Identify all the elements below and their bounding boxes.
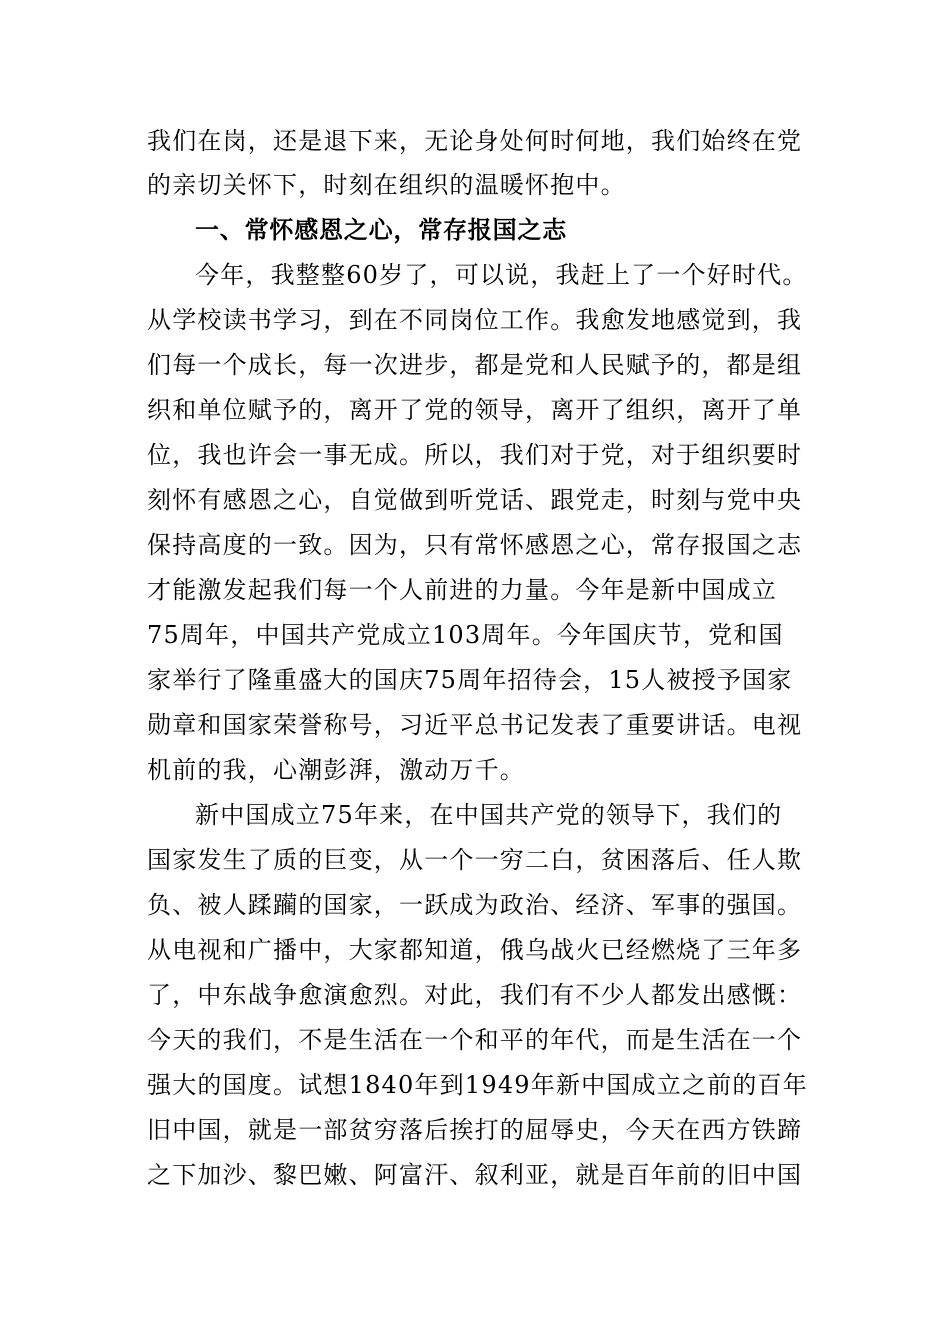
body-text-line: 了，中东战争愈演愈烈。对此，我们有不少人都发出感慨： — [147, 981, 803, 1009]
body-text-line: 保持高度的一致。因为，只有常怀感恩之心，常存报国之志 — [147, 531, 803, 559]
body-text-line: 国家发生了质的巨变，从一个一穷二白，贫困落后、任人欺 — [147, 846, 803, 874]
body-text-line: 从电视和广播中，大家都知道，俄乌战火已经燃烧了三年多 — [147, 936, 803, 964]
section-heading: 一、常怀感恩之心，常存报国之志 — [195, 216, 567, 244]
body-text-line: 强大的国度。试想1840年到1949年新中国成立之前的百年 — [147, 1071, 808, 1099]
body-text-line: 的亲切关怀下，时刻在组织的温暖怀抱中。 — [147, 171, 626, 199]
body-text-line: 之下加沙、黎巴嫩、阿富汗、叙利亚，就是百年前的旧中国 — [147, 1161, 803, 1189]
body-text-line: 75周年，中国共产党成立103周年。今年国庆节，党和国 — [147, 621, 784, 649]
body-text-line: 位，我也许会一事无成。所以，我们对于党，对于组织要时 — [147, 441, 803, 469]
body-text-line: 才能激发起我们每一个人前进的力量。今年是新中国成立 — [147, 576, 777, 604]
body-text-line: 刻怀有感恩之心，自觉做到听党话、跟党走，时刻与党中央 — [147, 486, 803, 514]
body-text-line: 家举行了隆重盛大的国庆75周年招待会，15人被授予国家 — [147, 666, 793, 694]
body-text-line: 我们在岗，还是退下来，无论身处何时何地，我们始终在党 — [147, 127, 803, 155]
body-text-line: 从学校读书学习，到在不同岗位工作。我愈发地感觉到，我 — [147, 306, 803, 334]
body-text-line: 机前的我，心潮彭湃，激动万千。 — [147, 756, 525, 784]
body-text-line: 旧中国，就是一部贫穷落后挨打的屈辱史，今天在西方铁蹄 — [147, 1116, 803, 1144]
body-text-line: 勋章和国家荣誉称号，习近平总书记发表了重要讲话。电视 — [147, 711, 803, 739]
body-text-line: 今天的我们，不是生活在一个和平的年代，而是生活在一个 — [147, 1026, 803, 1054]
body-text-line: 今年，我整整60岁了，可以说，我赶上了一个好时代。 — [195, 261, 808, 289]
body-text-line: 新中国成立75年来，在中国共产党的领导下，我们的 — [195, 801, 783, 829]
body-text-line: 织和单位赋予的，离开了党的领导，离开了组织，离开了单 — [147, 396, 803, 424]
body-text-line: 们每一个成长，每一次进步，都是党和人民赋予的，都是组 — [147, 351, 803, 379]
body-text-line: 负、被人蹂躏的国家，一跃成为政治、经济、军事的强国。 — [147, 891, 803, 919]
